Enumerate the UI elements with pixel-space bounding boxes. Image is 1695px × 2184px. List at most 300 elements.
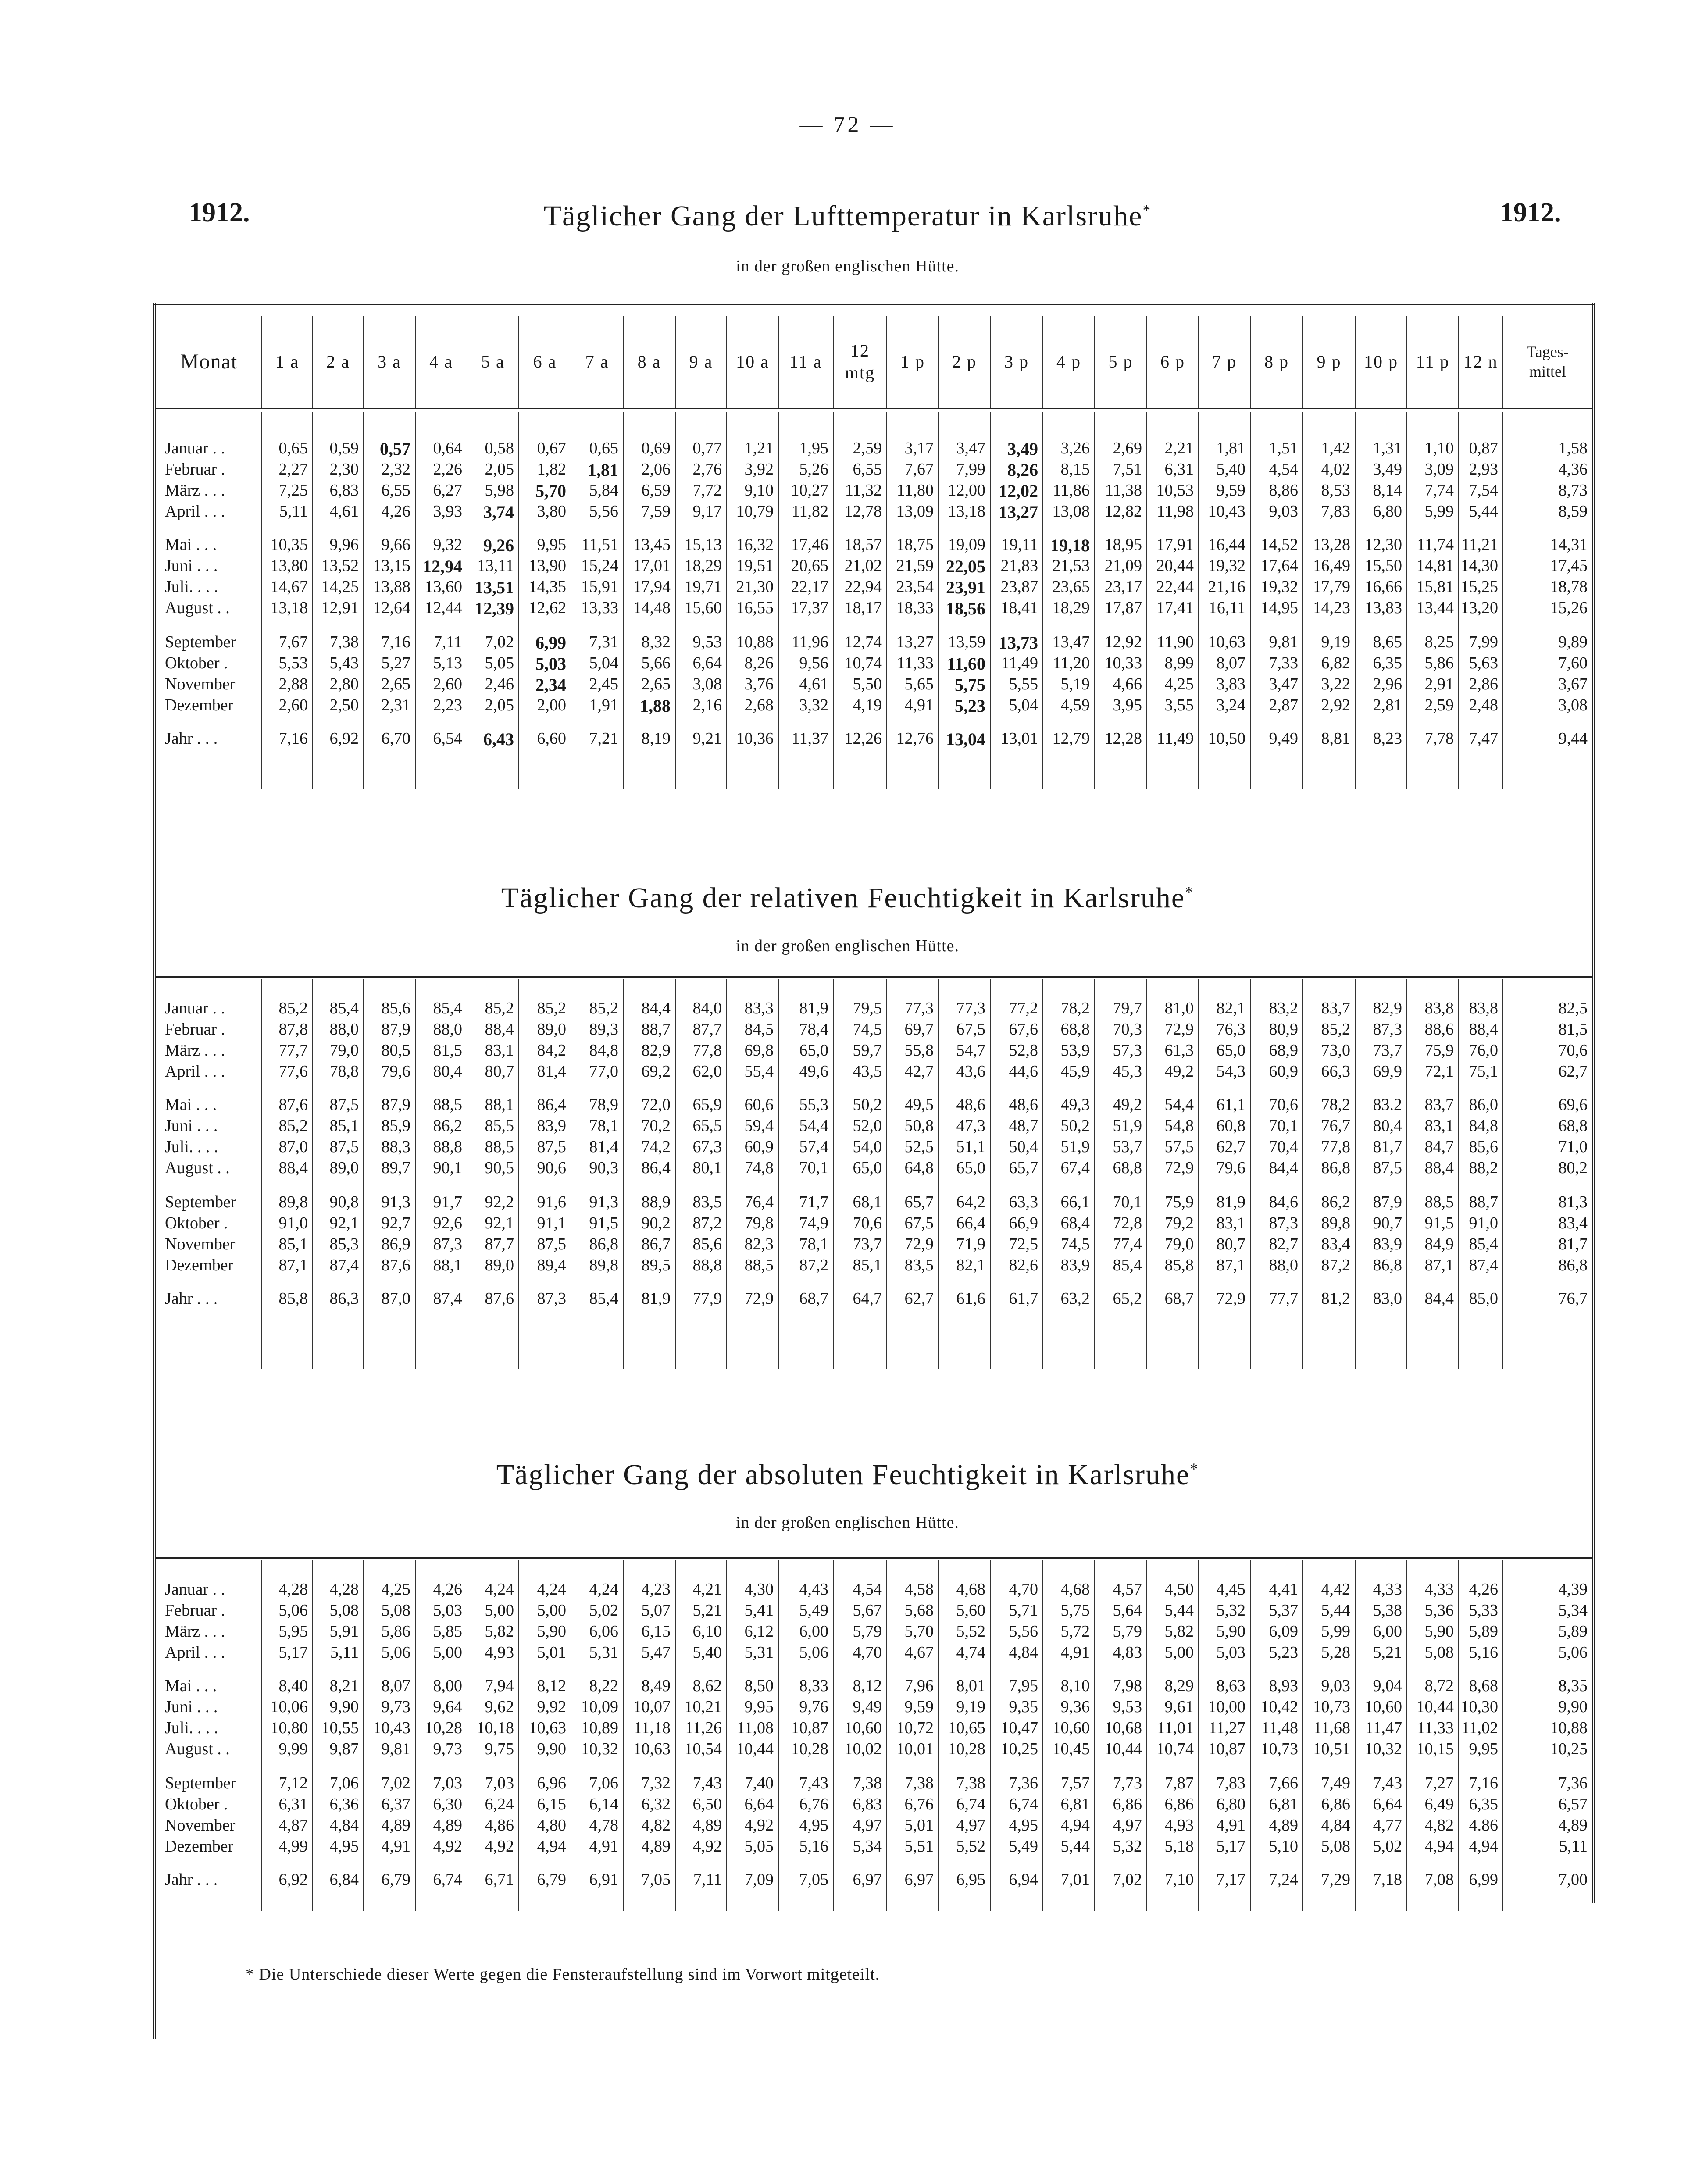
table-cell: 84,8	[1469, 1117, 1498, 1135]
table-cell: 16,55	[736, 599, 774, 617]
table-cell: 13,59	[948, 633, 985, 651]
table-cell: 77,7	[278, 1041, 308, 1060]
table-cell: 7,16	[381, 633, 410, 651]
table-cell: 3,95	[1113, 696, 1142, 714]
table-cell: 7,03	[433, 1774, 462, 1792]
section-subtitle-relative-humidity: in der großen englischen Hütte.	[735, 937, 960, 955]
table-cell: 4,91	[381, 1837, 410, 1856]
table-cell: 5,11	[1559, 1837, 1588, 1856]
table-cell: 47,3	[956, 1117, 985, 1135]
table-cell: 7,54	[1469, 481, 1498, 500]
table-cell: 6,06	[589, 1622, 618, 1641]
table-cell: 8,50	[744, 1677, 774, 1695]
table-cell: 5,18	[1164, 1837, 1194, 1856]
table-cell: 12,26	[844, 729, 882, 748]
table-cell: 8,12	[853, 1677, 882, 1695]
table-cell: 18,56	[946, 599, 985, 618]
table-cell: 88,4	[1469, 1020, 1498, 1038]
table-cell: 6,49	[1424, 1795, 1454, 1813]
table-cell: 10,09	[581, 1698, 618, 1716]
table-cell: 9,81	[381, 1740, 410, 1758]
row-label-month: September	[165, 1193, 236, 1211]
table-cell: 4,33	[1424, 1580, 1454, 1599]
table-cell: 5,47	[641, 1643, 671, 1662]
table-cell: 10,02	[844, 1740, 882, 1758]
table-cell: 1,81	[1216, 439, 1245, 457]
table-cell: 80,7	[485, 1062, 514, 1081]
table-cell: 5,44	[1321, 1601, 1350, 1620]
table-cell: 4,19	[853, 696, 882, 714]
table-cell: 5,38	[1373, 1601, 1402, 1620]
table-cell: 84,6	[1269, 1193, 1298, 1211]
table-cell: 2,65	[641, 675, 671, 693]
table-cell: 18,17	[844, 599, 882, 617]
table-cell: 2,92	[1321, 696, 1350, 714]
table-cell: 87,0	[278, 1138, 308, 1156]
table-cell: 77,3	[956, 999, 985, 1017]
table-cell: 4,59	[1060, 696, 1090, 714]
table-cell: 9,32	[433, 535, 462, 554]
table-cell: 4,43	[799, 1580, 828, 1599]
table-cell: 7,02	[1113, 1870, 1142, 1889]
table-cell: 5,16	[1469, 1643, 1498, 1662]
table-cell: 69,8	[744, 1041, 774, 1060]
table-cell: 88,7	[1469, 1193, 1498, 1211]
table-cell: 10,72	[896, 1719, 934, 1737]
table-cell: 5,85	[433, 1622, 462, 1641]
table-cell: 62,7	[1558, 1062, 1588, 1081]
table-cell: 88,5	[433, 1096, 462, 1114]
table-cell: 81,4	[589, 1138, 618, 1156]
table-cell: 8,40	[278, 1677, 308, 1695]
table-cell: 12,92	[1104, 633, 1142, 651]
table-cell: 8,72	[1424, 1677, 1454, 1695]
table-cell: 4,94	[1469, 1837, 1498, 1856]
table-cell: 6,31	[278, 1795, 308, 1813]
table-cell: 87,3	[1269, 1214, 1298, 1232]
table-cell: 0,67	[537, 439, 566, 457]
table-cell: 5,56	[589, 502, 618, 521]
table-cell: 80,4	[433, 1062, 462, 1081]
table-cell: 84,4	[1269, 1159, 1298, 1177]
table-cell: 87,6	[278, 1096, 308, 1114]
table-cell: 89,8	[278, 1193, 308, 1211]
row-label-month: Februar .	[165, 1601, 225, 1620]
table-cell: 13,51	[475, 578, 514, 597]
table-cell: 13,18	[948, 502, 985, 521]
table-cell: 5,06	[799, 1643, 828, 1662]
table-cell: 89,8	[589, 1256, 618, 1274]
table-cell: 88,9	[641, 1193, 671, 1211]
table-cell: 11,21	[1461, 535, 1498, 554]
table-cell: 12,94	[423, 557, 462, 576]
table-cell: 7,38	[956, 1774, 985, 1792]
table-cell: 65,2	[1113, 1289, 1142, 1308]
table-cell: 13,01	[1000, 729, 1038, 748]
table-cell: 2,65	[381, 675, 410, 693]
table-cell: 5,52	[956, 1622, 985, 1641]
table-cell: 9,26	[483, 535, 514, 555]
table-cell: 5,31	[589, 1643, 618, 1662]
table-cell: 2,00	[537, 696, 566, 714]
table-cell: 49,2	[1164, 1062, 1194, 1081]
table-cell: 5,27	[381, 654, 410, 672]
table-cell: 49,3	[1060, 1096, 1090, 1114]
table-cell: 14,95	[1260, 599, 1298, 617]
table-cell: 21,16	[1208, 578, 1245, 596]
table-cell: 17,94	[633, 578, 671, 596]
table-cell: 54,4	[799, 1117, 828, 1135]
table-cell: 4,91	[1216, 1816, 1245, 1834]
table-cell: 3,55	[1164, 696, 1194, 714]
table-cell: 5,10	[1269, 1837, 1298, 1856]
row-label-month: Oktober .	[165, 1214, 228, 1232]
table-cell: 4,95	[329, 1837, 359, 1856]
table-cell: 72,9	[1164, 1159, 1194, 1177]
table-cell: 65,9	[692, 1096, 722, 1114]
row-label-month: August . .	[165, 1740, 230, 1758]
table-cell: 5,36	[1424, 1601, 1454, 1620]
table-cell: 9,89	[1558, 633, 1588, 651]
table-cell: 10,63	[633, 1740, 671, 1758]
table-cell: 5,71	[1009, 1601, 1038, 1620]
table-cell: 5,06	[1558, 1643, 1588, 1662]
table-cell: 7,38	[329, 633, 359, 651]
table-cell: 7,83	[1321, 502, 1350, 521]
table-cell: 6,31	[1164, 460, 1194, 478]
table-cell: 1,91	[589, 696, 618, 714]
table-cell: 5,21	[1373, 1643, 1402, 1662]
table-cell: 72,1	[1424, 1062, 1454, 1081]
table-cell: 4,25	[381, 1580, 410, 1599]
column-header: Tages- mittel	[1502, 316, 1592, 408]
table-cell: 85,2	[1321, 1020, 1350, 1038]
table-cell: 6,99	[1469, 1870, 1498, 1889]
table-cell: 14,25	[321, 578, 359, 596]
table-cell: 1,42	[1321, 439, 1350, 457]
table-cell: 17,45	[1550, 557, 1588, 575]
table-cell: 83,4	[1321, 1235, 1350, 1253]
table-cell: 6,64	[1373, 1795, 1402, 1813]
row-label-month: Oktober .	[165, 654, 228, 672]
table-cell: 90,5	[485, 1159, 514, 1177]
table-cell: 13,18	[270, 599, 308, 617]
table-cell: 3,47	[956, 439, 985, 457]
table-cell: 90,8	[329, 1193, 359, 1211]
table-cell: 2,96	[1373, 675, 1402, 693]
table-cell: 5,03	[433, 1601, 462, 1620]
table-cell: 8,99	[1164, 654, 1194, 672]
table-cell: 7,43	[799, 1774, 828, 1792]
table-cell: 15,26	[1550, 599, 1588, 617]
table-cell: 71,7	[799, 1193, 828, 1211]
table-cell: 15,91	[581, 578, 618, 596]
table-cell: 75,1	[1469, 1062, 1498, 1081]
table-cell: 11,82	[791, 502, 828, 521]
table-cell: 6,81	[1269, 1795, 1298, 1813]
row-label-month: Juli. . . .	[165, 578, 218, 596]
table-cell: 67,5	[904, 1214, 934, 1232]
table-cell: 7,09	[744, 1870, 774, 1889]
table-cell: 5,82	[485, 1622, 514, 1641]
table-cell: 49,5	[904, 1096, 934, 1114]
table-cell: 82,5	[1558, 999, 1588, 1017]
table-cell: 6,97	[853, 1870, 882, 1889]
table-cell: 11,86	[1053, 481, 1090, 500]
table-cell: 85,4	[1113, 1256, 1142, 1274]
table-cell: 85,2	[278, 1117, 308, 1135]
table-cell: 77,4	[1113, 1235, 1142, 1253]
table-cell: 7,98	[1113, 1677, 1142, 1695]
table-cell: 5,00	[537, 1601, 566, 1620]
table-cell: 7,03	[485, 1774, 514, 1792]
table-cell: 5,66	[641, 654, 671, 672]
table-cell: 53,7	[1113, 1138, 1142, 1156]
row-label-month: Juni . . .	[165, 1117, 218, 1135]
table-cell: 13,09	[896, 502, 934, 521]
table-cell: 5,06	[381, 1643, 410, 1662]
table-cell: 83.2	[1373, 1096, 1402, 1114]
table-cell: 66,4	[956, 1214, 985, 1232]
table-cell: 19,32	[1260, 578, 1298, 596]
table-cell: 10,36	[736, 729, 774, 748]
table-cell: 76,7	[1558, 1289, 1588, 1308]
table-cell: 80,5	[381, 1041, 410, 1060]
table-cell: 3,08	[1558, 696, 1588, 714]
table-cell: 19,09	[948, 535, 985, 554]
table-cell: 3,67	[1558, 675, 1588, 693]
table-cell: 7,08	[1424, 1870, 1454, 1889]
table-cell: 91,3	[381, 1193, 410, 1211]
table-cell: 81,5	[433, 1041, 462, 1060]
table-cell: 87,6	[381, 1256, 410, 1274]
table-cell: 5,90	[1216, 1622, 1245, 1641]
table-cell: 87,5	[537, 1235, 566, 1253]
table-cell: 72,0	[641, 1096, 671, 1114]
table-cell: 18,41	[1000, 599, 1038, 617]
table-cell: 65,7	[904, 1193, 934, 1211]
table-cell: 5,44	[1164, 1601, 1194, 1620]
table-cell: 5,60	[956, 1601, 985, 1620]
table-cell: 10,87	[791, 1719, 828, 1737]
table-cell: 6,00	[799, 1622, 828, 1641]
table-cell: 0,69	[641, 439, 671, 457]
table-cell: 10,54	[684, 1740, 722, 1758]
table-cell: 12,82	[1104, 502, 1142, 521]
table-cell: 13,15	[373, 557, 410, 575]
table-cell: 78,2	[1060, 999, 1090, 1017]
table-cell: 3,17	[904, 439, 934, 457]
table-cell: 10,60	[1364, 1698, 1402, 1716]
table-cell: 21,53	[1052, 557, 1090, 575]
table-cell: 7,24	[1269, 1870, 1298, 1889]
table-cell: 54,0	[853, 1138, 882, 1156]
table-cell: 11,51	[581, 535, 618, 554]
table-cell: 11,20	[1053, 654, 1090, 672]
table-cell: 5,40	[1216, 460, 1245, 478]
table-cell: 11,90	[1156, 633, 1194, 651]
table-cell: 45,3	[1113, 1062, 1142, 1081]
table-cell: 13,83	[1364, 599, 1402, 617]
table-cell: 9,64	[433, 1698, 462, 1716]
table-cell: 48,6	[1009, 1096, 1038, 1114]
table-cell: 13,27	[999, 502, 1038, 522]
table-cell: 6,59	[641, 481, 671, 500]
table-cell: 7,57	[1060, 1774, 1090, 1792]
table-cell: 68,9	[1269, 1041, 1298, 1060]
table-cell: 87,5	[1373, 1159, 1402, 1177]
table-cell: 92,7	[381, 1214, 410, 1232]
section-subtitle-temperature: in der großen englischen Hütte.	[735, 257, 960, 275]
row-label-month: September	[165, 633, 236, 651]
table-cell: 57,4	[799, 1138, 828, 1156]
table-cell: 1,31	[1373, 439, 1402, 457]
table-cell: 6,95	[956, 1870, 985, 1889]
table-cell: 6,50	[692, 1795, 722, 1813]
table-cell: 2,16	[692, 696, 722, 714]
table-cell: 10,28	[791, 1740, 828, 1758]
table-cell: 89,3	[589, 1020, 618, 1038]
table-cell: 7,59	[641, 502, 671, 521]
table-cell: 20,44	[1156, 557, 1194, 575]
table-cell: 79,5	[853, 999, 882, 1017]
table-cell: 8,26	[744, 654, 774, 672]
table-cell: 86,4	[641, 1159, 671, 1177]
table-cell: 9,95	[1469, 1740, 1498, 1758]
table-cell: 10,25	[1550, 1740, 1588, 1758]
table-cell: 15,81	[1416, 578, 1454, 596]
table-cell: 78,8	[329, 1062, 359, 1081]
table-cell: 8,07	[381, 1677, 410, 1695]
table-cell: 5,99	[1424, 502, 1454, 521]
table-cell: 63,2	[1060, 1289, 1090, 1308]
table-cell: 90,2	[641, 1214, 671, 1232]
table-cell: 8,01	[956, 1677, 985, 1695]
table-cell: 5,32	[1216, 1601, 1245, 1620]
table-cell: 23,17	[1104, 578, 1142, 596]
table-cell: 5,01	[537, 1643, 566, 1662]
table-cell: 88,1	[485, 1096, 514, 1114]
table-cell: 5,89	[1469, 1622, 1498, 1641]
table-cell: 86,8	[1373, 1256, 1402, 1274]
table-cell: 7,60	[1558, 654, 1588, 672]
table-cell: 87,5	[329, 1138, 359, 1156]
table-cell: 87,8	[278, 1020, 308, 1038]
table-cell: 11,01	[1156, 1719, 1194, 1737]
table-cell: 65,0	[799, 1041, 828, 1060]
table-cell: 5,86	[1424, 654, 1454, 672]
row-label-month: Dezember	[165, 1837, 234, 1856]
table-cell: 6,30	[433, 1795, 462, 1813]
table-cell: 51,1	[956, 1138, 985, 1156]
table-cell: 1,58	[1558, 439, 1588, 457]
table-cell: 7,96	[904, 1677, 934, 1695]
table-cell: 10,63	[1208, 633, 1245, 651]
table-cell: 11,47	[1365, 1719, 1402, 1737]
table-cell: 86,4	[537, 1096, 566, 1114]
table-cell: 5,02	[1373, 1837, 1402, 1856]
table-cell: 17,41	[1156, 599, 1194, 617]
table-cell: 9,87	[329, 1740, 359, 1758]
table-cell: 88,4	[1424, 1159, 1454, 1177]
table-cell: 78,2	[1321, 1096, 1350, 1114]
table-cell: 65,0	[853, 1159, 882, 1177]
table-cell: 6,92	[278, 1870, 308, 1889]
table-cell: 10,21	[684, 1698, 722, 1716]
table-cell: 89,7	[381, 1159, 410, 1177]
table-cell: 6,86	[1164, 1795, 1194, 1813]
table-cell: 90,6	[537, 1159, 566, 1177]
table-cell: 2,76	[692, 460, 722, 478]
column-header: 4 p	[1042, 316, 1094, 408]
column-header: 8 p	[1250, 316, 1302, 408]
table-cell: 5,84	[589, 481, 618, 500]
column-header: 11 p	[1406, 316, 1458, 408]
table-cell: 4,84	[329, 1816, 359, 1834]
section-subtitle-absolute-humidity: in der großen englischen Hütte.	[735, 1513, 960, 1532]
table-cell: 7,11	[433, 633, 462, 651]
table-cell: 70,1	[1269, 1117, 1298, 1135]
table-cell: 59,4	[744, 1117, 774, 1135]
table-cell: 4,24	[537, 1580, 566, 1599]
table-cell: 4,50	[1164, 1580, 1194, 1599]
table-cell: 12,00	[948, 481, 985, 500]
table-cell: 87,4	[1469, 1256, 1498, 1274]
table-cell: 85,6	[1469, 1138, 1498, 1156]
table-cell: 91,7	[433, 1193, 462, 1211]
table-cell: 7,78	[1424, 729, 1454, 748]
table-cell: 19,18	[1050, 535, 1090, 555]
table-cell: 72,9	[1216, 1289, 1245, 1308]
table-cell: 6,74	[1009, 1795, 1038, 1813]
table-cell: 5,52	[956, 1837, 985, 1856]
table-cell: 5,08	[381, 1601, 410, 1620]
table-cell: 54,7	[956, 1041, 985, 1060]
table-cell: 42,7	[904, 1062, 934, 1081]
table-cell: 0,65	[278, 439, 308, 457]
table-cell: 9,49	[1269, 729, 1298, 748]
table-cell: 50,2	[853, 1096, 882, 1114]
table-cell: 5,32	[1113, 1837, 1142, 1856]
table-cell: 10,44	[1416, 1698, 1454, 1716]
table-cell: 6,36	[329, 1795, 359, 1813]
table-cell: 4,94	[1060, 1816, 1090, 1834]
table-cell: 85,3	[329, 1235, 359, 1253]
table-cell: 4,24	[589, 1580, 618, 1599]
row-label-month: April . . .	[165, 502, 225, 521]
table-cell: 55,4	[744, 1062, 774, 1081]
table-cell: 22,94	[844, 578, 882, 596]
table-cell: 7,12	[278, 1774, 308, 1792]
table-cell: 4,54	[1269, 460, 1298, 478]
table-cell: 89,8	[1321, 1214, 1350, 1232]
table-cell: 21,59	[896, 557, 934, 575]
table-cell: 66,9	[1009, 1214, 1038, 1232]
table-cell: 82,1	[956, 1256, 985, 1274]
table-cell: 10,25	[1000, 1740, 1038, 1758]
table-cell: 3,76	[744, 675, 774, 693]
table-cell: 9,96	[329, 535, 359, 554]
table-cell: 20,65	[791, 557, 828, 575]
section-title-absolute-humidity: Täglicher Gang der absoluten Feuchtigkeit in Karlsruhe*	[496, 1459, 1199, 1491]
table-cell: 86,2	[1321, 1193, 1350, 1211]
table-cell: 68,1	[853, 1193, 882, 1211]
table-cell: 10,74	[1156, 1740, 1194, 1758]
table-cell: 9,73	[381, 1698, 410, 1716]
column-header: 3 p	[990, 316, 1042, 408]
table-cell: 86,2	[433, 1117, 462, 1135]
row-label-month: März . . .	[165, 1622, 225, 1641]
